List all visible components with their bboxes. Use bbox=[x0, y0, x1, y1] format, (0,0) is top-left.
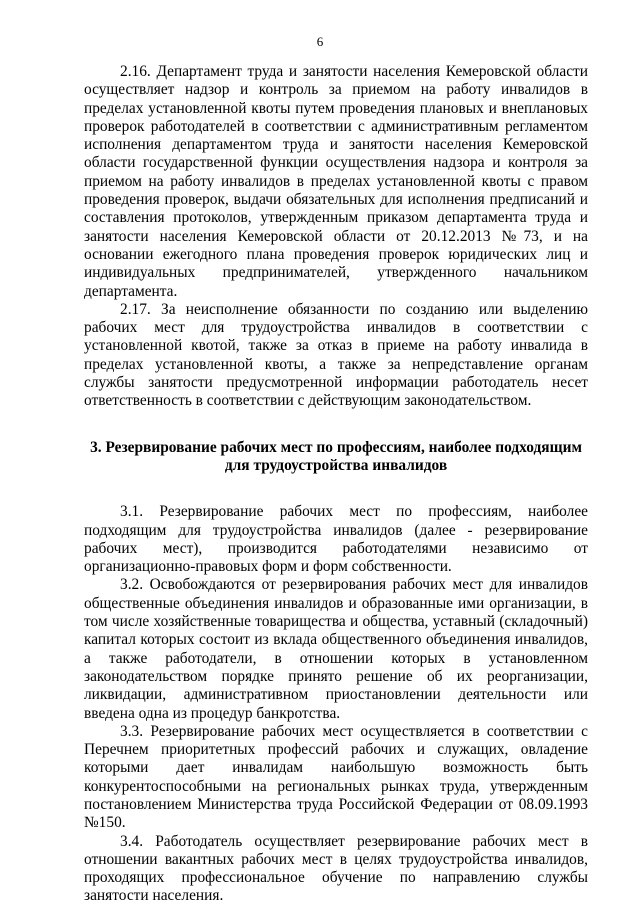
paragraph-2-16: 2.16. Департамент труда и занятости населения Кемеровской области осуществляет надзор и контроль за приемом на работу инвалидов в пределах установленной квоты путем проведения плановых и внеплановых проверок работодателей в соответствии с административным регламентом исполнения департаментом труда и занятости населения Кемеровской области государственной функции осуществления надзора и контроля за приемом на работу инвалидов в пределах установленной квоты с правом проведения проверок, выдачи обязательных для исполнения предписаний и составления протоколов, утвержденным приказом департамента труда и занятости населения Кемеровской области от 20.12.2013 №73, и на основании ежегодного плана проведения проверок юридических лиц и индивидуальных предпринимателей, утвержденного начальником департамента. bbox=[84, 63, 588, 300]
paragraph-2-17: 2.17. За неисполнение обязанности по созданию или выделению рабочих мест для трудоустройства инвалидов в соответствии с установленной квотой, также за отказ в приеме на работу инвалида в пределах установленной квоты, а также за непредставление органам службы занятости предусмотренной информации работодатель несет ответственность в соответствии с действующим законодательством. bbox=[84, 300, 588, 410]
section-3-heading: 3. Резервирование рабочих мест по профессиям, наиболее подходящим для трудоустройства инвалидов bbox=[90, 438, 582, 474]
document-body bbox=[84, 63, 588, 906]
paragraph-3-4: 3.4. Работодатель осуществляет резервирование рабочих мест в отношении вакантных рабочих мест в целях трудоустройства инвалидов, проходящих профессиональное обучение по направлению службы занятости населения. bbox=[84, 832, 588, 905]
paragraph-3-2: 3.2. Освобождаются от резервирования рабочих мест для инвалидов общественные объединения инвалидов и образованные ими организации, в том числе хозяйственные товарищества и общества, уставный (складочный) капитал которых состоит из вклада общественного объединения инвалидов, а также работодатели, в отношении которых в установленном законодательством порядке принято решение об их реорганизации, ликвидации, административном приостановлении деятельности или введена одна из процедур банкротства. bbox=[84, 576, 588, 722]
page-number: 6 bbox=[316, 34, 324, 49]
paragraph-3-1: 3.1. Резервирование рабочих мест по профессиям, наиболее подходящим для трудоустройства инвалидов (далее - резервирование рабочих мест), производится работодателями независимо от организационно-правовых форм и форм собственности. bbox=[84, 503, 588, 576]
paragraph-3-3: 3.3. Резервирование рабочих мест осуществляется в соответствии с Перечнем приоритетных профессий рабочих и служащих, овладение которыми дает инвалидам наибольшую возможность быть конкурентоспособными на региональных рынках труда, утвержденным постановлением Министерства труда Российской Федерации от 08.09.1993 №150. bbox=[84, 722, 588, 832]
